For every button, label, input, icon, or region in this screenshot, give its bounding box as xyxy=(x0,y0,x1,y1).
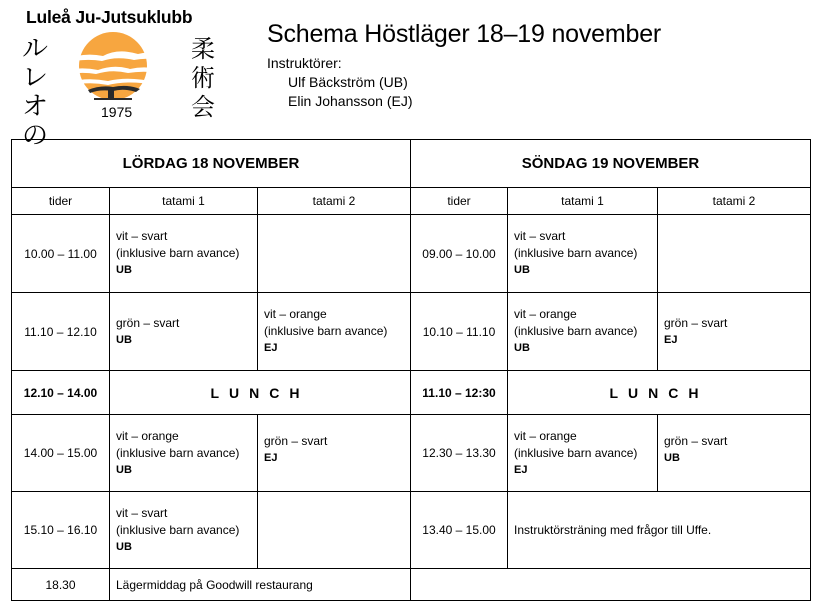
instructor-code: UB xyxy=(116,333,132,346)
session-cell-empty xyxy=(258,215,411,293)
session-cell-wide: Instruktörsträning med frågor till Uffe. xyxy=(508,492,811,569)
saturday-header: LÖRDAG 18 NOVEMBER xyxy=(12,140,411,188)
col-header-time: tider xyxy=(411,188,508,215)
col-header-tatami-2: tatami 2 xyxy=(658,188,811,215)
time-cell: 11.10 – 12:30 xyxy=(411,371,508,415)
session-cell: vit – orange (inklusive barn avance) UB xyxy=(508,293,658,371)
col-header-tatami-1: tatami 1 xyxy=(508,188,658,215)
schedule-table xyxy=(11,139,811,601)
lunch-cell: LUNCH xyxy=(508,371,811,415)
time-cell: 10.10 – 11.10 xyxy=(411,293,508,371)
sun-tree-emblem xyxy=(58,30,168,106)
time-cell: 10.00 – 11.00 xyxy=(12,215,110,293)
session-cell: grön – svart UB xyxy=(110,293,258,371)
logo-year: 1975 xyxy=(101,104,133,120)
table-row xyxy=(12,492,811,569)
instructor-code: UB xyxy=(116,264,132,276)
time-cell: 18.30 xyxy=(12,569,110,601)
time-cell: 13.40 – 15.00 xyxy=(411,492,508,569)
table-row xyxy=(12,293,811,371)
instructor-item: Elin Johansson (EJ) xyxy=(288,93,413,109)
instructor-code: UB xyxy=(116,463,132,476)
session-cell: vit – orange (inklusive barn avance) UB xyxy=(110,415,258,492)
session-cell: grön – svart UB xyxy=(658,415,811,492)
time-cell: 11.10 – 12.10 xyxy=(12,293,110,371)
session-cell-empty xyxy=(411,569,811,601)
time-cell: 09.00 – 10.00 xyxy=(411,215,508,293)
col-header-tatami-1: tatami 1 xyxy=(110,188,258,215)
session-cell: vit – svart (inklusive barn avance) UB xyxy=(110,492,258,569)
session-cell-empty xyxy=(258,492,411,569)
table-row xyxy=(12,215,811,293)
instructor-code: EJ xyxy=(514,463,528,476)
session-cell: vit – svart (inklusive barn avance) UB xyxy=(508,215,658,293)
col-header-tatami-2: tatami 2 xyxy=(258,188,411,215)
table-row xyxy=(12,569,811,601)
table-row xyxy=(12,415,811,492)
sunday-header: SÖNDAG 19 NOVEMBER xyxy=(411,140,811,188)
instructor-code: UB xyxy=(116,540,132,553)
instructor-code: EJ xyxy=(264,452,278,464)
logo-kanji: 柔 術 会 xyxy=(191,35,215,121)
instructor-code: UB xyxy=(664,452,680,464)
instructor-code: UB xyxy=(514,342,530,354)
session-cell-wide: Lägermiddag på Goodwill restaurang xyxy=(110,569,411,601)
page-title: Schema Höstläger 18–19 november xyxy=(267,20,662,48)
instructor-code: EJ xyxy=(264,342,278,354)
time-cell: 14.00 – 15.00 xyxy=(12,415,110,492)
session-cell-empty xyxy=(658,215,811,293)
session-cell: vit – orange (inklusive barn avance) EJ xyxy=(508,415,658,492)
session-cell: vit – orange (inklusive barn avance) EJ xyxy=(258,293,411,371)
table-row-lunch xyxy=(12,371,811,415)
club-name: Luleå Ju-Jutsuklubb xyxy=(26,7,193,27)
session-cell: grön – svart EJ xyxy=(258,415,411,492)
session-cell: vit – svart (inklusive barn avance) UB xyxy=(110,215,258,293)
instructor-item: Ulf Bäckström (UB) xyxy=(288,74,408,90)
instructor-code: UB xyxy=(514,264,530,276)
col-header-time: tider xyxy=(12,188,110,215)
time-cell: 12.30 – 13.30 xyxy=(411,415,508,492)
time-cell: 12.10 – 14.00 xyxy=(12,371,110,415)
instructor-code: EJ xyxy=(664,333,678,346)
instructors-list xyxy=(288,73,413,111)
time-cell: 15.10 – 16.10 xyxy=(12,492,110,569)
lunch-cell: LUNCH xyxy=(110,371,411,415)
instructors-label: Instruktörer: xyxy=(267,55,342,71)
logo-kana: ル レ オ の xyxy=(21,34,48,151)
session-cell: grön – svart EJ xyxy=(658,293,811,371)
